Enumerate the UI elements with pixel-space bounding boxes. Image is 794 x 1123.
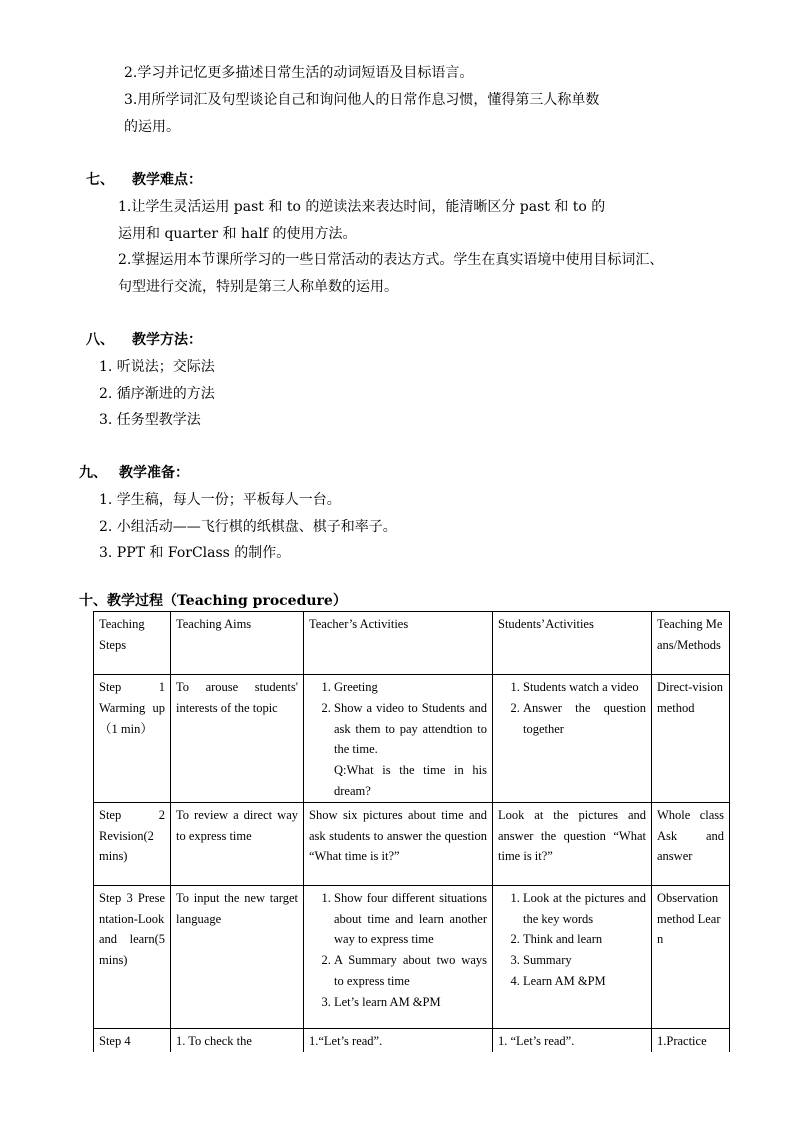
teacher-activities-cell: Show six pictures about time and ask students to answer the question “What time is it?”: [304, 802, 493, 885]
aim-cell: 1. To check the: [171, 1028, 304, 1051]
preparation-item: 3. PPT 和 ForClass 的制作。: [99, 545, 291, 561]
header-steps: Teaching Steps: [94, 612, 171, 675]
list-item: 2. Think and learn: [523, 929, 646, 950]
step-cell: Step 1 Warming up （1 min）: [94, 675, 171, 803]
means-cell: 1.Practice: [652, 1028, 730, 1051]
header-aims: Teaching Aims: [171, 612, 304, 675]
means-cell: Direct-vision method: [652, 675, 730, 803]
aim-cell: To review a direct way to express time: [171, 802, 304, 885]
section-8-title: 教学方法：: [132, 332, 202, 348]
step-cell: Step 2 Revision(2 mins): [94, 802, 171, 885]
teaching-procedure-table: [93, 611, 730, 1052]
section-9-title: 教学准备：: [119, 465, 189, 481]
difficulty-line-2: 运用和 quarter 和 half 的使用方法。: [118, 226, 357, 242]
list-item: 4. Learn AM &PM: [523, 971, 646, 992]
question-text: Q:What is the time in his dream?: [334, 763, 487, 798]
section-9-number: 九、: [79, 465, 107, 481]
difficulty-line-4: 句型进行交流，特别是第三人称单数的运用。: [118, 279, 398, 295]
method-item: 3. 任务型教学法: [99, 412, 201, 428]
objective-item-2: 2.学习并记忆更多描述日常生活的动词短语及目标语言。: [124, 65, 474, 81]
means-cell: Observation method Learn: [652, 885, 730, 1028]
table-row: [94, 885, 730, 1028]
table-row: [94, 675, 730, 803]
list-item: 2. Answer the question together: [523, 698, 646, 740]
section-9-heading: [79, 464, 189, 482]
teacher-activities-cell: [304, 675, 493, 803]
list-item: 1. Greeting: [334, 677, 487, 698]
section-7-title: 教学难点：: [132, 172, 202, 188]
header-students-activities: Students’Activities: [493, 612, 652, 675]
preparation-item: 2. 小组活动——飞行棋的纸棋盘、棋子和率子。: [99, 519, 397, 535]
students-activities-cell: [493, 675, 652, 803]
section-8-heading: [86, 331, 202, 349]
teacher-activities-cell: [304, 885, 493, 1028]
objective-item-3-line1: 3.用所学词汇及句型谈论自己和询问他人的日常作息习惯，懂得第三人称单数: [124, 92, 600, 108]
method-item: 1. 听说法；交际法: [99, 359, 215, 375]
objective-item-3-line2: 的运用。: [124, 119, 180, 135]
means-cell: Whole class Ask and answer: [652, 802, 730, 885]
table-row: [94, 1028, 730, 1051]
aim-cell: To arouse students' interests of the topic: [171, 675, 304, 803]
table-row: [94, 802, 730, 885]
list-item: 2. A Summary about two ways to express time: [334, 950, 487, 992]
section-7-number: 七、: [86, 172, 114, 188]
difficulty-line-3: 2.掌握运用本节课所学习的一些日常活动的表达方式。学生在真实语境中使用目标词汇、: [118, 252, 664, 268]
section-8-number: 八、: [86, 332, 114, 348]
list-item: 1. Show four different situations about time and learn another way to express time: [334, 888, 487, 950]
list-item: 3. Summary: [523, 950, 646, 971]
header-means: Teaching Means/Methods: [652, 612, 730, 675]
students-activities-cell: [493, 885, 652, 1028]
list-item: 3. Let’s learn AM &PM: [334, 992, 487, 1013]
list-item: 1. Students watch a video: [523, 677, 646, 698]
list-item: 1. Look at the pictures and the key words: [523, 888, 646, 930]
step-cell: Step 3 Presentation-Look and learn(5 mins): [94, 885, 171, 1028]
aim-cell: To input the new target language: [171, 885, 304, 1028]
students-activities-cell: 1. “Let’s read”.: [493, 1028, 652, 1051]
table-header-row: [94, 612, 730, 675]
method-item: 2. 循序渐进的方法: [99, 386, 215, 402]
difficulty-line-1: 1.让学生灵活运用 past 和 to 的逆读法来表达时间，能清晰区分 past 和 to 的: [118, 199, 606, 215]
students-activities-cell: Look at the pictures and answer the question “What time is it?”: [493, 802, 652, 885]
preparation-item: 1. 学生稿，每人一份；平板每人一台。: [99, 492, 341, 508]
list-item: 2. Show a video to Students and ask them to pay attendtion to the time.: [334, 698, 487, 760]
teacher-activities-cell: 1.“Let’s read”.: [304, 1028, 493, 1051]
step-cell: Step 4: [94, 1028, 171, 1051]
header-teacher-activities: Teacher’s Activities: [304, 612, 493, 675]
section-10-heading: 十、教学过程（Teaching procedure）: [79, 593, 347, 609]
section-7-heading: [86, 171, 202, 189]
